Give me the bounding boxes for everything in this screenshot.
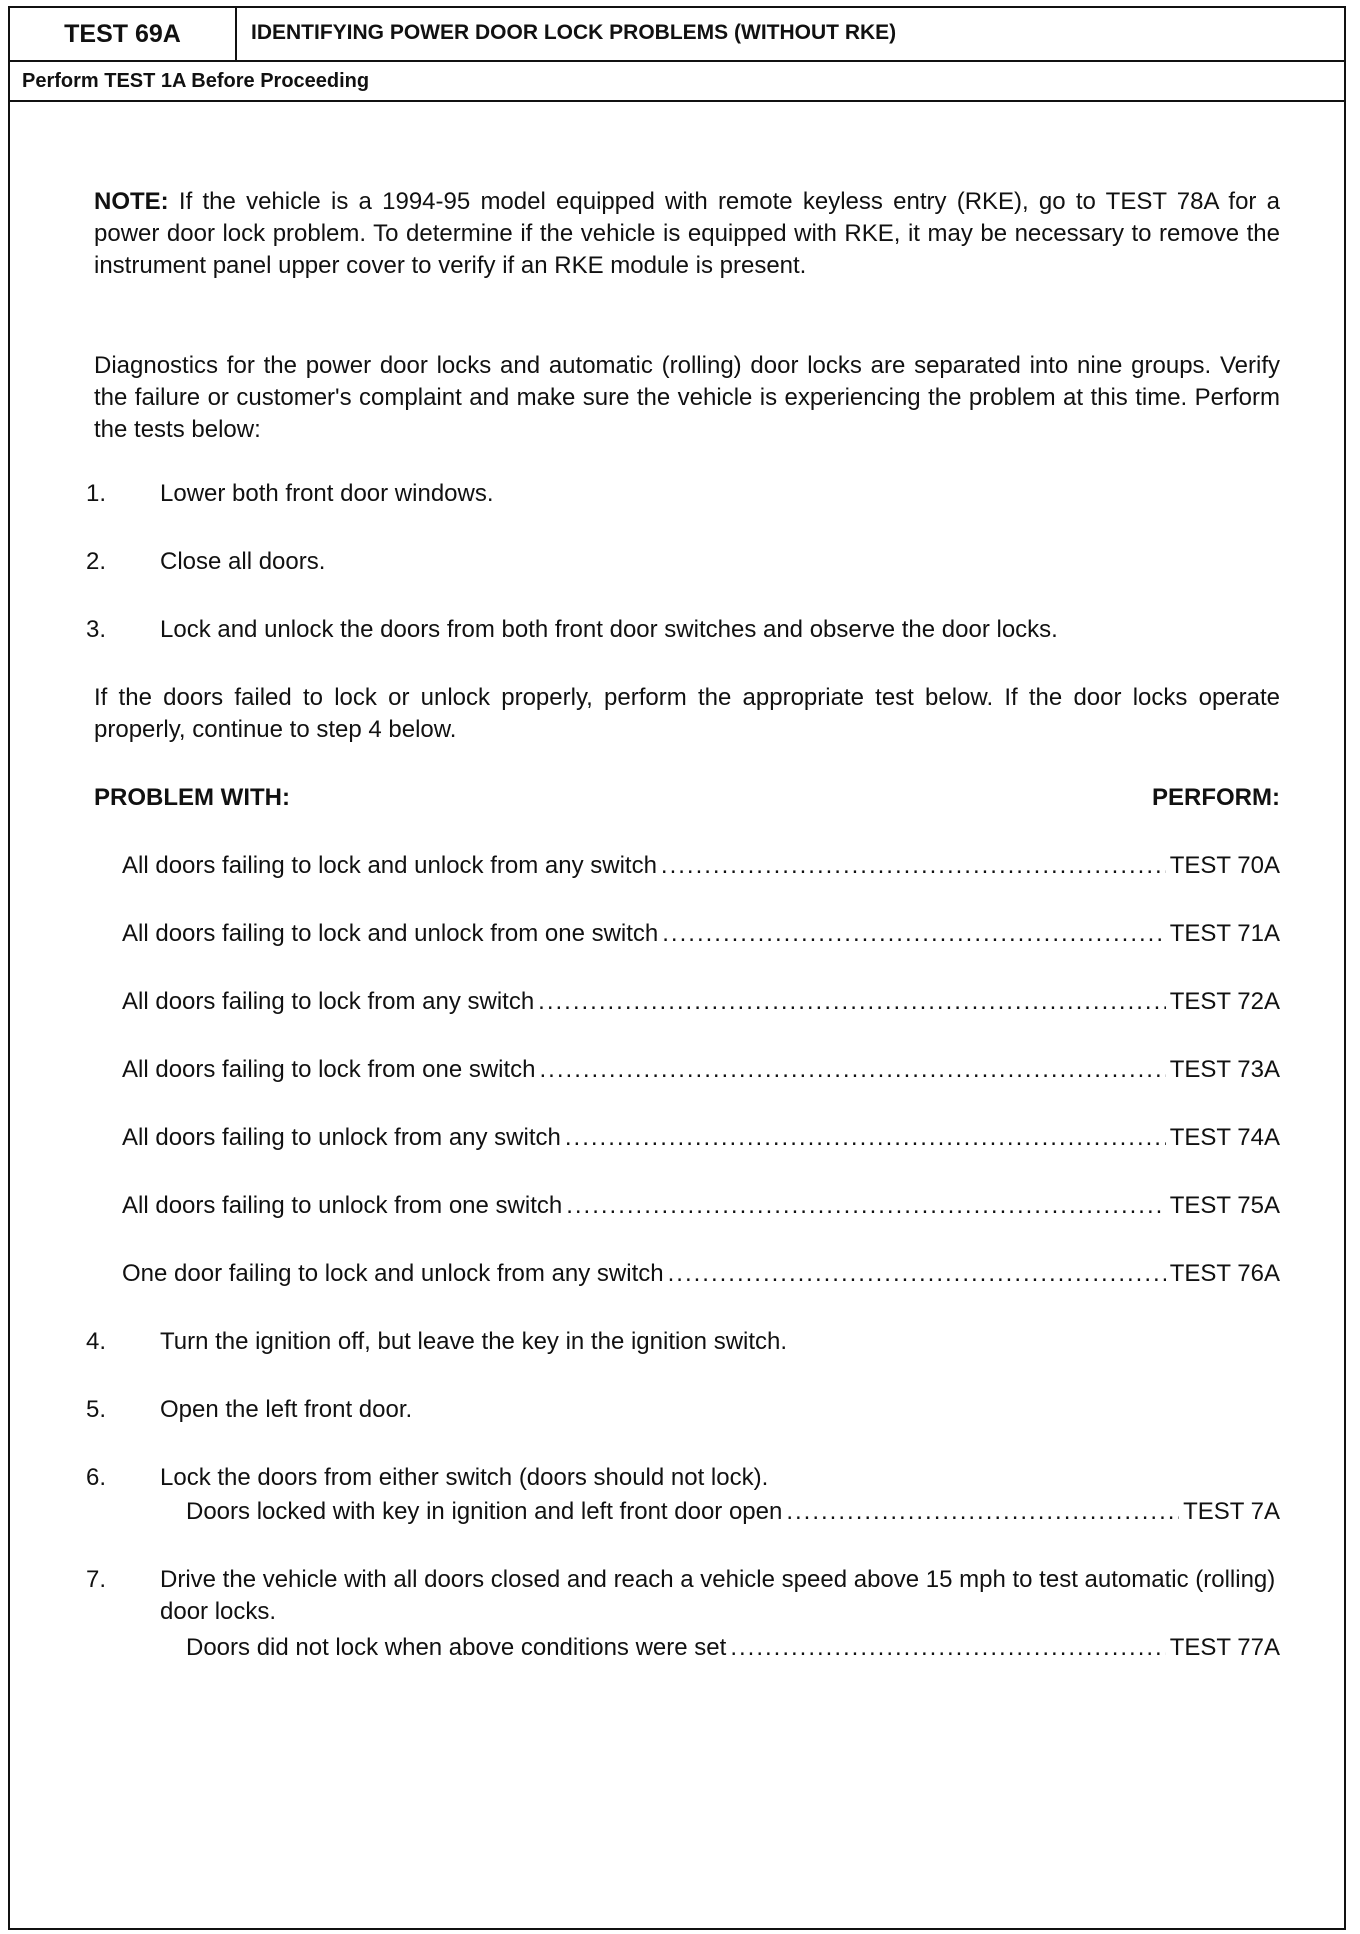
step-text: Lock the doors from either switch (doors should not lock).: [160, 1464, 769, 1491]
step-number: 3.: [86, 616, 107, 643]
step-text: Open the left front door.: [160, 1396, 413, 1423]
leader-dots: [668, 1258, 1166, 1290]
note-label: NOTE:: [94, 188, 169, 215]
test-procedure-frame: [8, 6, 1346, 1930]
intro-paragraph: Diagnostics for the power door locks and automatic (rolling) door locks are separated into nine groups. Verify the failure or customer's complaint and make sure the vehicle is experiencing the problem at this time. Perform the tests below:: [94, 352, 1280, 443]
table-row: [122, 1190, 1280, 1222]
leader-dots: [730, 1632, 1165, 1664]
leader-dots: [540, 1054, 1166, 1086]
column-perform-header: PERFORM:: [1152, 784, 1280, 811]
result-text: Doors locked with key in ignition and left front door open: [186, 1498, 783, 1525]
step-number: 7.: [86, 1566, 107, 1593]
test-link: TEST 77A: [1169, 1634, 1280, 1661]
test-link: TEST 74A: [1169, 1124, 1280, 1151]
test-title: IDENTIFYING POWER DOOR LOCK PROBLEMS (WITHOUT RKE): [251, 21, 897, 44]
step-text: Drive the vehicle with all doors closed and reach a vehicle speed above 15 mph to test automatic (rolling) door locks.: [160, 1566, 1276, 1625]
step-number: 6.: [86, 1464, 107, 1491]
leader-dots: [538, 986, 1166, 1018]
problem-text: One door failing to lock and unlock from any switch: [122, 1260, 664, 1287]
test-link: TEST 7A: [1183, 1498, 1280, 1525]
step-text: Close all doors.: [160, 548, 326, 575]
problem-text: All doors failing to lock from one switch: [122, 1056, 536, 1083]
result-text: Doors did not lock when above conditions were set: [186, 1634, 727, 1661]
table-header: [94, 782, 1280, 814]
prerequisite-text: Perform TEST 1A Before Proceeding: [22, 70, 370, 92]
problem-text: All doors failing to unlock from one switch: [122, 1192, 563, 1219]
step-number: 4.: [86, 1328, 107, 1355]
test-link: TEST 75A: [1169, 1192, 1280, 1219]
test-id: TEST 69A: [10, 8, 237, 60]
note-paragraph: [94, 186, 1280, 282]
table-row: [122, 1122, 1280, 1154]
test-link: TEST 76A: [1169, 1260, 1280, 1287]
step-7-result-row: [186, 1632, 1280, 1664]
column-problem-header: PROBLEM WITH:: [94, 784, 290, 811]
step-number: 2.: [86, 548, 107, 575]
table-row: [122, 986, 1280, 1018]
instruction-paragraph: If the doors failed to lock or unlock properly, perform the appropriate test below. If the door locks operate properly, continue to step 4 below.: [94, 684, 1280, 743]
prerequisite-row: [10, 62, 1344, 102]
table-row: [122, 918, 1280, 950]
problem-text: All doors failing to lock and unlock from one switch: [122, 920, 659, 947]
step-number: 1.: [86, 480, 107, 507]
step-number: 5.: [86, 1396, 107, 1423]
leader-dots: [566, 1190, 1166, 1222]
leader-dots: [565, 1122, 1166, 1154]
table-row: [122, 850, 1280, 882]
test-link: TEST 72A: [1169, 988, 1280, 1015]
problem-text: All doors failing to unlock from any switch: [122, 1124, 561, 1151]
table-row: [122, 1054, 1280, 1086]
note-text: If the vehicle is a 1994-95 model equipped with remote keyless entry (RKE), go to TEST 78A for a power door lock problem. To determine if the vehicle is equipped with RKE, it may be necessary to remove the instrument panel upper cover to verify if an RKE module is present.: [94, 188, 1280, 279]
step-text: Turn the ignition off, but leave the key in the ignition switch.: [160, 1328, 788, 1355]
leader-dots: [662, 918, 1165, 950]
step-text: Lower both front door windows.: [160, 480, 494, 507]
header-row: [10, 8, 1344, 62]
test-link: TEST 71A: [1169, 920, 1280, 947]
leader-dots: [786, 1496, 1179, 1528]
problem-text: All doors failing to lock and unlock from any switch: [122, 852, 657, 879]
problem-text: All doors failing to lock from any switch: [122, 988, 535, 1015]
table-row: [122, 1258, 1280, 1290]
test-link: TEST 73A: [1169, 1056, 1280, 1083]
leader-dots: [661, 850, 1166, 882]
step-6-result-row: [186, 1496, 1280, 1528]
test-link: TEST 70A: [1169, 852, 1280, 879]
step-text: Lock and unlock the doors from both front door switches and observe the door locks.: [160, 616, 1058, 643]
